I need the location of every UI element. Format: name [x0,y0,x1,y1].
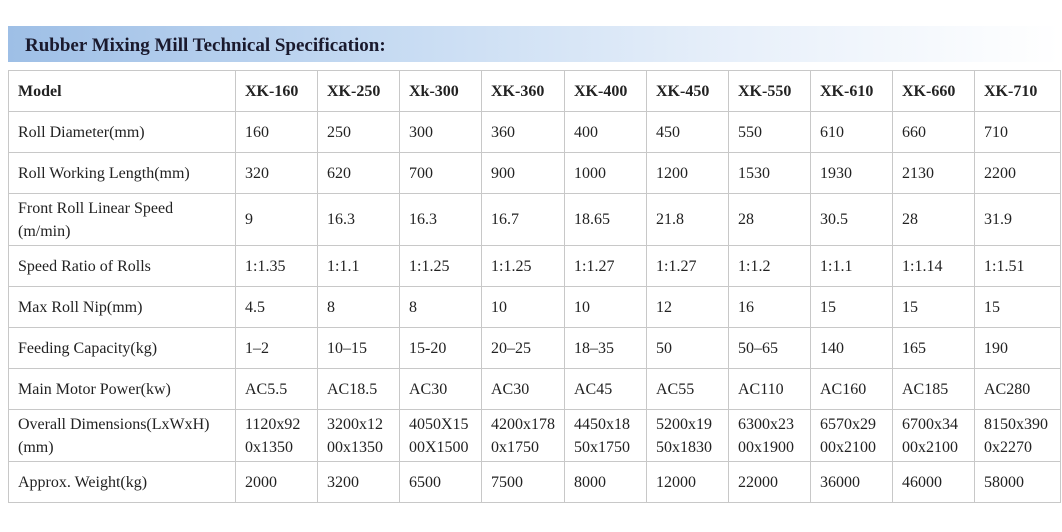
model-header: XK-610 [811,71,893,112]
table-cell: 140 [811,328,893,369]
table-cell: AC18.5 [318,369,400,410]
spec-table-body [9,71,1061,503]
table-cell: 22000 [729,462,811,503]
table-cell: 4200x1780x1750 [482,410,565,462]
table-cell: AC55 [647,369,729,410]
table-row [9,462,1061,503]
table-cell: 6300x2300x1900 [729,410,811,462]
table-cell: 1:1.35 [236,246,318,287]
row-label: Main Motor Power(kw) [9,369,236,410]
table-cell: 15 [811,287,893,328]
table-cell: 16 [729,287,811,328]
table-cell: AC30 [482,369,565,410]
table-cell: 4450x1850x1750 [565,410,647,462]
table-cell: 21.8 [647,194,729,246]
table-cell: 28 [729,194,811,246]
title-bar [8,26,1060,62]
table-cell: 15 [975,287,1061,328]
table-cell: 2130 [893,153,975,194]
table-cell: 8 [400,287,482,328]
table-cell: AC280 [975,369,1061,410]
header-label: Model [9,71,236,112]
table-row [9,328,1061,369]
table-cell: 1930 [811,153,893,194]
table-cell: 8 [318,287,400,328]
model-header: XK-360 [482,71,565,112]
table-cell: 1120x920x1350 [236,410,318,462]
table-cell: 6700x3400x2100 [893,410,975,462]
table-cell: 400 [565,112,647,153]
table-cell: 9 [236,194,318,246]
table-cell: 12000 [647,462,729,503]
table-header-row [9,71,1061,112]
table-row [9,369,1061,410]
row-label: Front Roll Linear Speed (m/min) [9,194,236,246]
table-cell: 58000 [975,462,1061,503]
table-cell: 620 [318,153,400,194]
table-cell: 1:1.1 [811,246,893,287]
table-cell: 12 [647,287,729,328]
table-cell: 1200 [647,153,729,194]
table-cell: 710 [975,112,1061,153]
row-label: Approx. Weight(kg) [9,462,236,503]
table-row [9,194,1061,246]
table-cell: 450 [647,112,729,153]
table-cell: 7500 [482,462,565,503]
table-cell: 6500 [400,462,482,503]
table-row [9,246,1061,287]
table-cell: AC185 [893,369,975,410]
table-cell: AC45 [565,369,647,410]
row-label: Feeding Capacity(kg) [9,328,236,369]
table-cell: 3200x1200x1350 [318,410,400,462]
row-label: Max Roll Nip(mm) [9,287,236,328]
model-header: XK-710 [975,71,1061,112]
table-cell: 1530 [729,153,811,194]
table-cell: 16.3 [318,194,400,246]
table-cell: 16.3 [400,194,482,246]
table-cell: 50–65 [729,328,811,369]
table-cell: 5200x1950x1830 [647,410,729,462]
row-label: Overall Dimensions(LxWxH) (mm) [9,410,236,462]
table-row [9,112,1061,153]
table-cell: 30.5 [811,194,893,246]
table-cell: 8150x3900x2270 [975,410,1061,462]
table-cell: 20–25 [482,328,565,369]
table-cell: 550 [729,112,811,153]
table-cell: AC110 [729,369,811,410]
table-cell: 16.7 [482,194,565,246]
table-cell: 28 [893,194,975,246]
table-cell: 2200 [975,153,1061,194]
model-header: XK-550 [729,71,811,112]
table-cell: 3200 [318,462,400,503]
model-header: Xk-300 [400,71,482,112]
table-cell: 660 [893,112,975,153]
table-cell: 15-20 [400,328,482,369]
table-cell: 1:1.27 [565,246,647,287]
table-cell: 8000 [565,462,647,503]
table-cell: 36000 [811,462,893,503]
table-cell: 18–35 [565,328,647,369]
table-cell: AC30 [400,369,482,410]
table-cell: 50 [647,328,729,369]
table-cell: 46000 [893,462,975,503]
spec-table [8,70,1061,503]
table-cell: 1:1.1 [318,246,400,287]
table-cell: 1:1.27 [647,246,729,287]
table-cell: 1000 [565,153,647,194]
table-cell: 10 [565,287,647,328]
table-row [9,287,1061,328]
table-cell: 4.5 [236,287,318,328]
model-header: XK-250 [318,71,400,112]
table-cell: 165 [893,328,975,369]
table-cell: 320 [236,153,318,194]
table-cell: 300 [400,112,482,153]
model-header: XK-450 [647,71,729,112]
table-cell: AC160 [811,369,893,410]
row-label: Roll Working Length(mm) [9,153,236,194]
table-cell: 4050X1500X1500 [400,410,482,462]
table-cell: 31.9 [975,194,1061,246]
table-cell: 1:1.25 [482,246,565,287]
table-cell: 10–15 [318,328,400,369]
row-label: Roll Diameter(mm) [9,112,236,153]
table-cell: 15 [893,287,975,328]
table-row [9,410,1061,462]
table-cell: 6570x2900x2100 [811,410,893,462]
table-cell: 360 [482,112,565,153]
table-cell: 18.65 [565,194,647,246]
table-cell: 1:1.2 [729,246,811,287]
table-cell: 160 [236,112,318,153]
table-cell: 1:1.25 [400,246,482,287]
page-title: Rubber Mixing Mill Technical Specification: [25,35,386,56]
table-cell: 190 [975,328,1061,369]
table-cell: 1–2 [236,328,318,369]
table-cell: 900 [482,153,565,194]
table-cell: 10 [482,287,565,328]
table-cell: 1:1.51 [975,246,1061,287]
model-header: XK-660 [893,71,975,112]
table-cell: 700 [400,153,482,194]
table-row [9,153,1061,194]
table-cell: AC5.5 [236,369,318,410]
table-cell: 1:1.14 [893,246,975,287]
model-header: XK-160 [236,71,318,112]
model-header: XK-400 [565,71,647,112]
table-cell: 2000 [236,462,318,503]
row-label: Speed Ratio of Rolls [9,246,236,287]
table-cell: 610 [811,112,893,153]
table-cell: 250 [318,112,400,153]
